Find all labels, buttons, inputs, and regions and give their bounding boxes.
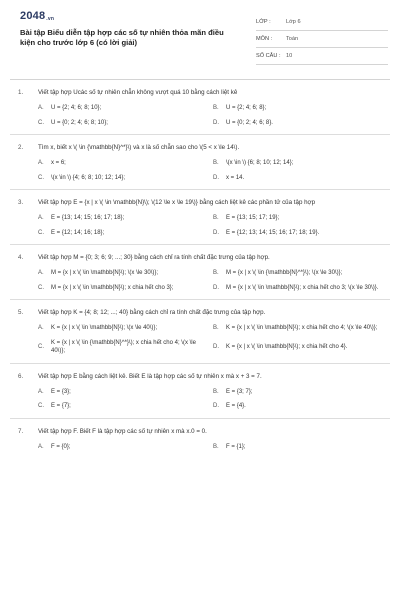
question-text: Tìm x, biết x \( \in {\mathbb{N}^*}\) và x là số chẵn sao cho \(5 < x \le 14\). [38, 144, 240, 151]
question-item [10, 419, 390, 459]
question-stem [10, 198, 390, 207]
option-text: \(x \in \) {4; 6; 8; 10; 12; 14}; [51, 174, 126, 181]
answer-option-b[interactable] [213, 159, 380, 168]
answer-option-c[interactable] [38, 284, 205, 293]
option-letter: A. [38, 443, 44, 450]
header-left [20, 10, 256, 65]
option-letter: B. [213, 160, 219, 166]
option-letter: B. [213, 388, 219, 395]
answer-option-b[interactable] [213, 269, 380, 278]
question-stem [10, 253, 390, 262]
answer-options [10, 159, 390, 182]
option-letter: D. [213, 343, 219, 350]
question-item [10, 364, 390, 419]
option-letter: D. [213, 403, 219, 409]
question-stem [10, 372, 390, 381]
answer-options [10, 443, 390, 452]
option-letter: C. [38, 174, 44, 181]
option-letter: A. [38, 160, 44, 166]
question-item [10, 190, 390, 245]
question-stem [10, 427, 390, 436]
question-number: 6. [18, 372, 24, 380]
option-text: x = 14. [226, 174, 245, 181]
option-text: x = 6; [51, 160, 66, 166]
option-text: E = {4}. [226, 403, 246, 409]
meta-label: SỐ CÂU : [256, 53, 281, 59]
option-text: E = {7}; [51, 403, 71, 409]
option-letter: B. [213, 270, 219, 276]
option-text: E = {12; 13; 14; 15; 16; 17; 18; 19}. [226, 229, 320, 236]
question-item [10, 80, 390, 135]
meta-label: MÔN : [256, 36, 273, 42]
document-title: Bài tập Biểu diễn tập hợp các số tự nhiên thỏa mãn điều kiện cho trước lớp 6 (có lời giải) [20, 28, 224, 47]
option-letter: B. [213, 325, 219, 331]
option-text: F = {0}; [51, 443, 71, 450]
answer-option-a[interactable] [38, 388, 205, 397]
answer-options [10, 324, 390, 356]
answer-option-d[interactable] [213, 119, 380, 128]
option-letter: D. [213, 119, 219, 126]
question-item [10, 135, 390, 190]
option-text: E = {13; 14; 15; 16; 17; 18}; [51, 215, 125, 221]
meta-row-subject [256, 31, 388, 48]
option-text: K = {x | x \( \in \mathbb{N}\); \(x \le 40\)}; [51, 325, 158, 331]
option-letter: B. [213, 105, 219, 111]
answer-option-a[interactable] [38, 214, 205, 223]
answer-option-c[interactable] [38, 229, 205, 238]
question-item [10, 245, 390, 300]
question-text: Viết tập hợp F. Biết F là tập hợp các số tự nhiên x mà x.0 = 0. [38, 427, 207, 435]
option-text: E = {3; 7}; [226, 388, 253, 395]
option-letter: A. [38, 388, 44, 395]
option-text: M = {x | x \( \in \mathbb{N}\); x chia hết cho 3; \(x \le 30\)}. [226, 284, 379, 291]
question-list [0, 80, 400, 458]
answer-option-b[interactable] [213, 324, 380, 333]
answer-option-c[interactable] [38, 402, 205, 411]
answer-option-b[interactable] [213, 104, 380, 113]
option-text: K = {x | x \( \in \mathbb{N}\); x chia hết cho 4}. [226, 343, 348, 350]
answer-option-c[interactable] [38, 174, 205, 183]
answer-option-b[interactable] [213, 388, 380, 397]
logo-main: 2048 [20, 10, 46, 22]
answer-options [10, 214, 390, 237]
option-text: E = {13; 15; 17; 19}; [226, 215, 280, 221]
option-text: M = {x | x \( \in \mathbb{N}\); \(x \le 30\)}; [51, 270, 159, 276]
answer-option-b[interactable] [213, 214, 380, 223]
option-text: \(x \in \) {6; 8; 10; 12; 14}; [226, 160, 294, 166]
question-number: 1. [18, 89, 24, 96]
option-letter: C. [38, 119, 44, 126]
option-letter: A. [38, 325, 44, 331]
option-text: K = {x | x \( \in {\mathbb{N}^*}\); x chia hết cho 4; \(x \le 40\)}; [51, 339, 196, 354]
answer-option-c[interactable] [38, 119, 205, 128]
option-letter: D. [213, 229, 219, 236]
question-text: Viết tập hợp K = {4; 8; 12; ...; 40} bằng cách chỉ ra tính chất đặc trưng của tập hợp. [38, 309, 266, 316]
option-text: U = {0; 2; 4; 6; 8; 10}; [51, 119, 108, 126]
option-text: U = {2; 4; 6; 8}; [226, 105, 267, 111]
option-text: M = {x | x \( \in \mathbb{N}\); x chia hết cho 3}; [51, 284, 174, 291]
option-text: M = {x | x \( \in {\mathbb{N}^*}\); \(x \le 30\)}; [226, 270, 343, 276]
question-text: Viết tập hợp M = {0; 3; 6; 9; ...; 30} bằng cách chỉ ra tính chất đặc trưng của tập hợp. [38, 254, 270, 261]
option-letter: B. [213, 215, 219, 221]
meta-label: LỚP : [256, 19, 271, 25]
option-letter: D. [213, 174, 219, 181]
option-text: U = {0; 2; 4; 6; 8}. [226, 119, 273, 126]
worksheet-header [0, 0, 400, 65]
answer-option-a[interactable] [38, 443, 205, 452]
answer-option-a[interactable] [38, 104, 205, 113]
answer-option-d[interactable] [213, 284, 380, 293]
question-text: Viết tập hợp E = {x | x \( \in \mathbb{N}\); \(12 \le x \le 19\)} bằng cách liệt kê các phần tử của tập hợp [38, 199, 316, 206]
meta-value: Lớp 6 [286, 19, 301, 25]
answer-option-d[interactable] [213, 229, 380, 238]
option-letter: D. [213, 284, 219, 291]
question-number: 3. [18, 199, 24, 206]
answer-options [10, 104, 390, 127]
question-stem [10, 143, 390, 152]
option-letter: C. [38, 229, 44, 236]
option-text: F = {1}; [226, 443, 246, 450]
answer-option-b[interactable] [213, 443, 380, 452]
answer-option-c[interactable] [38, 339, 205, 356]
question-stem [10, 308, 390, 317]
question-stem [10, 88, 390, 97]
logo-sub: .vn [46, 16, 55, 22]
option-letter: C. [38, 284, 44, 291]
answer-option-a[interactable] [38, 159, 205, 168]
question-number: 5. [18, 309, 24, 316]
option-letter: B. [213, 443, 219, 450]
meta-value: Toán [286, 36, 299, 42]
meta-value: 10 [286, 53, 293, 59]
option-letter: A. [38, 270, 44, 276]
answer-option-d[interactable] [213, 402, 380, 411]
answer-options [10, 388, 390, 411]
meta-row-count [256, 48, 388, 65]
answer-option-a[interactable] [38, 269, 205, 278]
answer-option-a[interactable] [38, 324, 205, 333]
meta-table [256, 14, 388, 65]
option-letter: C. [38, 343, 44, 350]
option-letter: A. [38, 105, 44, 111]
question-number: 4. [18, 254, 24, 261]
answer-option-d[interactable] [213, 174, 380, 183]
option-text: E = {12; 14; 16; 18}; [51, 229, 105, 236]
option-text: E = {3}; [51, 388, 71, 395]
option-letter: A. [38, 215, 44, 221]
option-text: K = {x | x \( \in \mathbb{N}\); x chia hết cho 4; \(x \le 40\)}; [226, 325, 378, 331]
question-text: Viết tập hợp Ucác số tự nhiên chẵn không vượt quá 10 bằng cách liệt kê [38, 89, 238, 96]
question-text: Viết tập hợp E bằng cách liệt kê. Biết E là tập hợp các số tự nhiên x mà x + 3 = 7. [38, 372, 262, 380]
answer-options [10, 269, 390, 292]
option-text: U = {2; 4; 6; 8; 10}; [51, 105, 102, 111]
site-logo[interactable] [20, 10, 256, 22]
answer-option-d[interactable] [213, 339, 380, 356]
meta-row-grade [256, 14, 388, 31]
question-number: 7. [18, 427, 24, 435]
question-number: 2. [18, 144, 24, 151]
option-letter: C. [38, 403, 44, 409]
question-item [10, 300, 390, 364]
